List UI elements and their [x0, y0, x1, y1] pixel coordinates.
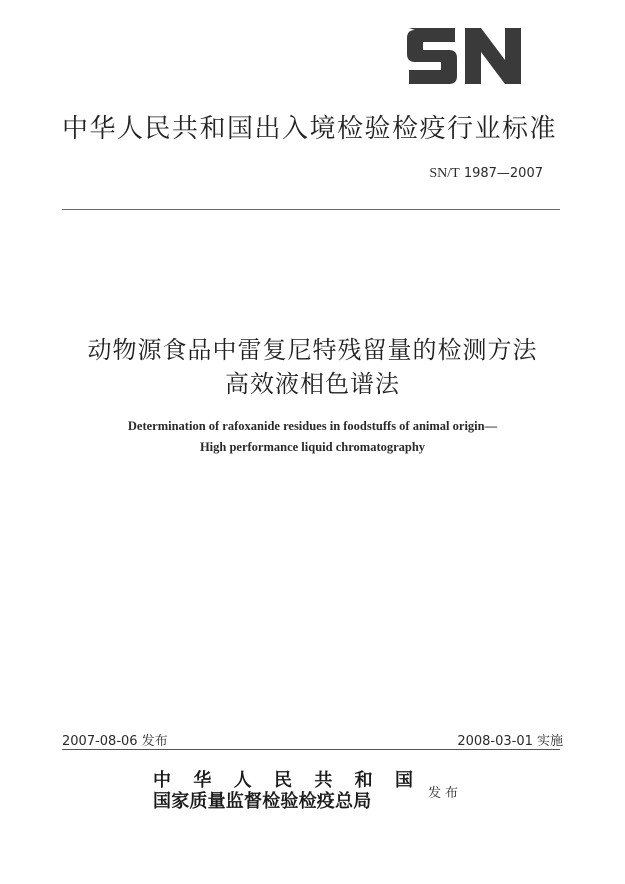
issuer-char: 和 — [354, 770, 373, 791]
title-english-line2: High performance liquid chromatography — [199, 440, 426, 454]
title-chinese-line2: 高效液相色谱法 — [225, 370, 400, 398]
implementation-date: 2008-03-01 实施 — [457, 734, 563, 749]
sn-logo — [403, 24, 525, 84]
issue-date: 2007-08-06 发布 — [62, 734, 168, 749]
issue-action-label: 发布 — [428, 786, 463, 801]
issuer-agency: 国家质量监督检验检疫总局 — [153, 791, 372, 812]
sn-logo-icon — [403, 24, 525, 84]
title-chinese-line1: 动物源食品中雷复尼特残留量的检测方法 — [87, 336, 538, 364]
standard-number-value: 1987—2007 — [463, 166, 543, 181]
footer-divider — [62, 749, 560, 750]
header-divider — [62, 209, 560, 210]
standard-number — [429, 166, 543, 182]
issuer-char: 共 — [314, 770, 333, 791]
org-title: 中华人民共和国出入境检验检疫行业标准 — [62, 114, 558, 144]
issuer-char: 人 — [233, 770, 252, 791]
title-english-line1: Determination of rafoxanide residues in foodstuffs of animal origin— — [127, 419, 498, 433]
issuer-char: 民 — [273, 770, 292, 791]
issuer-char: 中 — [153, 770, 171, 791]
issuer-char: 华 — [193, 770, 212, 791]
standard-number-prefix: SN/T — [429, 166, 460, 181]
issuer-char: 国 — [394, 770, 413, 791]
issuer-country — [153, 771, 413, 791]
issuer-block — [153, 771, 413, 813]
